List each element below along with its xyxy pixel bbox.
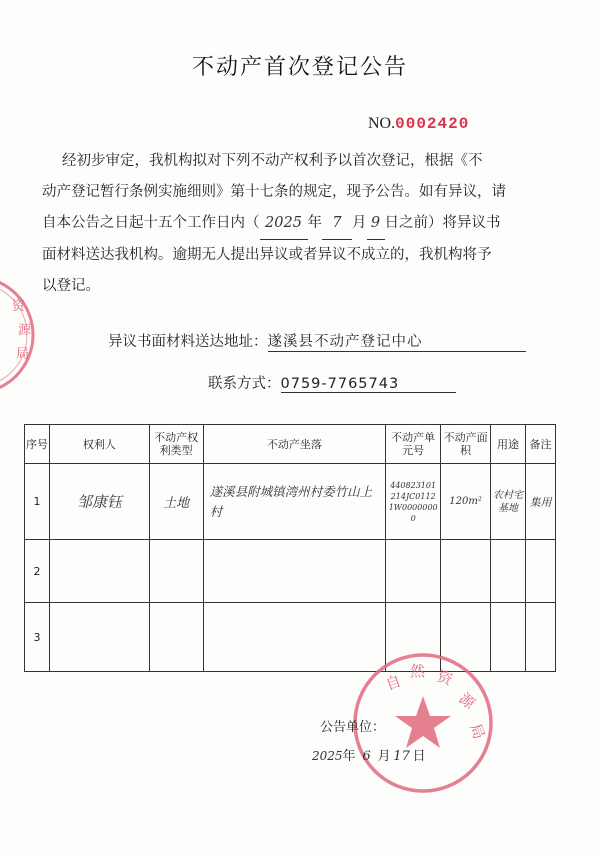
address-label: 异议书面材料送达地址：: [108, 334, 268, 350]
serial-value: 0002420: [395, 115, 470, 133]
header-seq: 序号: [25, 425, 50, 464]
table-row: [25, 540, 556, 603]
cell-owner: [49, 603, 149, 672]
svg-text:然: 然: [410, 662, 426, 680]
cell-remark: [526, 540, 556, 603]
header-owner: 权利人: [49, 425, 149, 464]
footer-day: 17: [393, 749, 410, 764]
serial-prefix: NO.: [368, 115, 396, 132]
header-right-type: 不动产权利类型: [149, 425, 203, 464]
footer-org: [320, 716, 385, 735]
footer-date: [312, 745, 426, 764]
contact-row: [208, 372, 456, 393]
body-line-5: 以登记。: [42, 278, 100, 294]
notice-body: [42, 146, 562, 302]
cell-area: 120m²: [441, 464, 491, 540]
body-line-3: [42, 208, 562, 240]
year-char: 年: [307, 215, 322, 231]
cell-owner: 邹康钰: [49, 464, 149, 540]
svg-text:自: 自: [383, 671, 404, 694]
contact-value: 0759-7765743: [281, 376, 456, 393]
page-title: 不动产首次登记公告: [191, 55, 408, 80]
body-line-2: 动产登记暂行条例实施细则》第十七条的规定，现予公告。如有异议，请: [42, 184, 506, 200]
header-area: 不动产面 积: [441, 425, 491, 464]
table-header-row: [25, 425, 556, 464]
cell-remark: 集用: [526, 464, 556, 540]
footer-year: 2025: [312, 749, 343, 763]
header-usage: 用途: [491, 425, 526, 464]
cell-unit-no: 440823101214JC01121W00000000: [386, 464, 441, 540]
cell-right-type: [149, 603, 203, 672]
cell-location: 遂溪县附城镇湾州村委竹山上村: [203, 464, 386, 540]
body-line-4: 面材料送达我机构。逾期无人提出异议或者异议不成立的，我机构将予: [42, 247, 492, 263]
footer-month-char: 月: [377, 749, 391, 764]
footer-year-char: 年: [342, 749, 356, 764]
body-line-1: 经初步审定，我机构拟对下列不动产权利予以首次登记，根据《不: [62, 153, 483, 169]
address-value: 遂溪县不动产登记中心: [268, 330, 526, 352]
address-row: [108, 330, 526, 352]
contact-label: 联系方式：: [208, 376, 281, 392]
svg-text:资: 资: [12, 299, 26, 314]
cell-right-type: 土地: [149, 464, 203, 540]
body-line-3a: 自本公告之日起十五个工作日内（: [42, 215, 260, 231]
deadline-day: 9: [367, 208, 385, 240]
deadline-month: 7: [322, 208, 352, 240]
cell-right-type: [149, 540, 203, 603]
cell-usage: 农村宅基地: [491, 464, 526, 540]
cell-owner: [49, 540, 149, 603]
serial-number: [368, 113, 469, 133]
cell-seq: 3: [25, 603, 50, 672]
month-char: 月: [352, 215, 367, 231]
deadline-year: 2025: [260, 208, 308, 240]
cell-location: [203, 540, 386, 603]
header-unit-no: 不动产单元号: [386, 425, 441, 464]
svg-text:资: 资: [434, 666, 455, 689]
cell-seq: 2: [25, 540, 50, 603]
cell-area: [441, 540, 491, 603]
svg-text:局: 局: [16, 347, 30, 362]
footer-month: 6: [362, 749, 371, 764]
body-line-3b: 日之前）将异议书: [384, 215, 501, 231]
cell-usage: [491, 540, 526, 603]
cell-unit-no: [386, 540, 441, 603]
svg-text:源: 源: [455, 689, 479, 713]
footer-day-char: 日: [412, 749, 426, 764]
header-remark: 备注: [526, 425, 556, 464]
cell-seq: 1: [25, 464, 50, 540]
cell-remark: [526, 603, 556, 672]
svg-text:局: 局: [466, 721, 489, 742]
footer-label: 公告单位：: [320, 720, 386, 735]
header-location: 不动产坐落: [203, 425, 386, 464]
svg-text:源: 源: [18, 323, 32, 338]
registration-table: [24, 424, 556, 672]
table-row: [25, 464, 556, 540]
